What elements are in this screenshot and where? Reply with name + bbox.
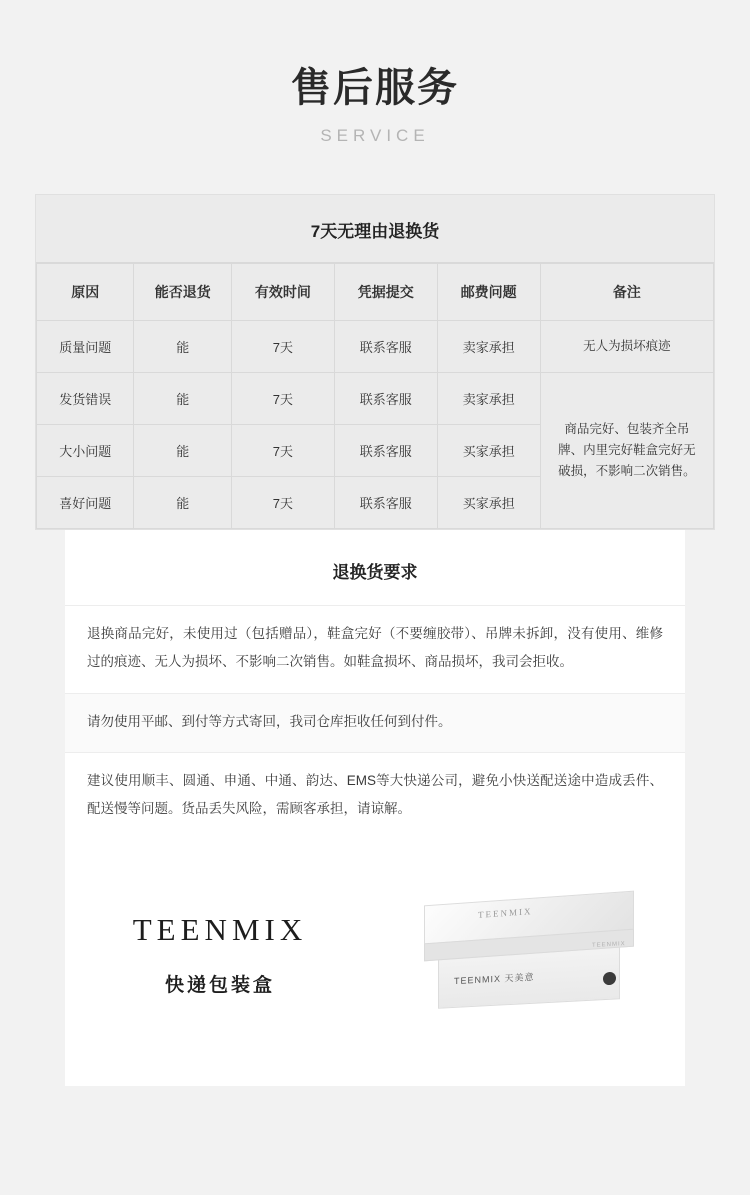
requirement-paragraph-3: 建议使用顺丰、圆通、申通、中通、韵达、EMS等大快递公司，避免小快送配送途中造成丢件、配送慢等问题。货品丢失风险，需顾客承担，请谅解。 xyxy=(65,752,685,840)
requirements-title: 退换货要求 xyxy=(332,563,418,582)
cell-merged-note: 商品完好、包装齐全吊牌、内里完好鞋盒完好无破损，不影响二次销售。 xyxy=(540,373,713,529)
policy-table xyxy=(36,263,714,529)
cell-reason: 发货错误 xyxy=(37,373,134,425)
brand-text-block xyxy=(65,912,375,997)
cell-returnable: 能 xyxy=(134,321,231,373)
requirement-paragraph-2: 请勿使用平邮、到付等方式寄回，我司仓库拒收任何到付件。 xyxy=(65,693,685,752)
cell-valid-time: 7天 xyxy=(231,321,334,373)
cell-returnable: 能 xyxy=(134,425,231,477)
shoebox-lid-label: TEENMIX xyxy=(478,905,533,920)
cell-returnable: 能 xyxy=(134,373,231,425)
requirements-panel xyxy=(65,530,685,1086)
requirement-paragraph-1: 退换商品完好，未使用过（包括赠品），鞋盒完好（不要缠胶带）、吊牌未拆卸，没有使用、维修过的痕迹、无人为损坏、不影响二次销售。如鞋盒损坏、商品损坏，我司会拒收。 xyxy=(65,605,685,693)
package-image-block xyxy=(375,880,685,1030)
brand-name: TEENMIX xyxy=(132,912,308,948)
cell-reason: 喜好问题 xyxy=(37,477,134,529)
column-header-shipping-fee: 邮费问题 xyxy=(437,264,540,321)
shoebox-illustration xyxy=(420,880,640,1030)
cell-proof: 联系客服 xyxy=(334,477,437,529)
cell-shipping-fee: 买家承担 xyxy=(437,477,540,529)
policy-table-block xyxy=(35,194,715,530)
cell-returnable: 能 xyxy=(134,477,231,529)
table-header-row xyxy=(37,264,714,321)
brand-package-section xyxy=(65,840,685,1086)
cell-valid-time: 7天 xyxy=(231,373,334,425)
cell-note: 无人为损坏痕迹 xyxy=(540,321,713,373)
cell-shipping-fee: 买家承担 xyxy=(437,425,540,477)
policy-table-title: 7天无理由退换货 xyxy=(36,195,714,263)
page-header xyxy=(0,0,750,146)
cell-reason: 质量问题 xyxy=(37,321,134,373)
shoebox-side-label: TEENMIX xyxy=(592,940,626,949)
cell-valid-time: 7天 xyxy=(231,477,334,529)
page-subtitle: SERVICE xyxy=(320,126,430,145)
cell-proof: 联系客服 xyxy=(334,425,437,477)
column-header-valid-time: 有效时间 xyxy=(231,264,334,321)
table-row xyxy=(37,321,714,373)
column-header-proof: 凭据提交 xyxy=(334,264,437,321)
brand-caption: 快递包装盒 xyxy=(164,975,275,997)
column-header-returnable: 能否退货 xyxy=(134,264,231,321)
table-row xyxy=(37,373,714,425)
cell-shipping-fee: 卖家承担 xyxy=(437,373,540,425)
column-header-reason: 原因 xyxy=(37,264,134,321)
page-bottom-spacer xyxy=(0,1086,750,1166)
cell-shipping-fee: 卖家承担 xyxy=(437,321,540,373)
page-title: 售后服务 xyxy=(291,66,459,110)
cell-reason: 大小问题 xyxy=(37,425,134,477)
cell-proof: 联系客服 xyxy=(334,321,437,373)
cell-proof: 联系客服 xyxy=(334,373,437,425)
shoebox-body-label: TEENMIX 天美意 xyxy=(454,971,535,986)
column-header-note: 备注 xyxy=(540,264,713,321)
cell-valid-time: 7天 xyxy=(231,425,334,477)
